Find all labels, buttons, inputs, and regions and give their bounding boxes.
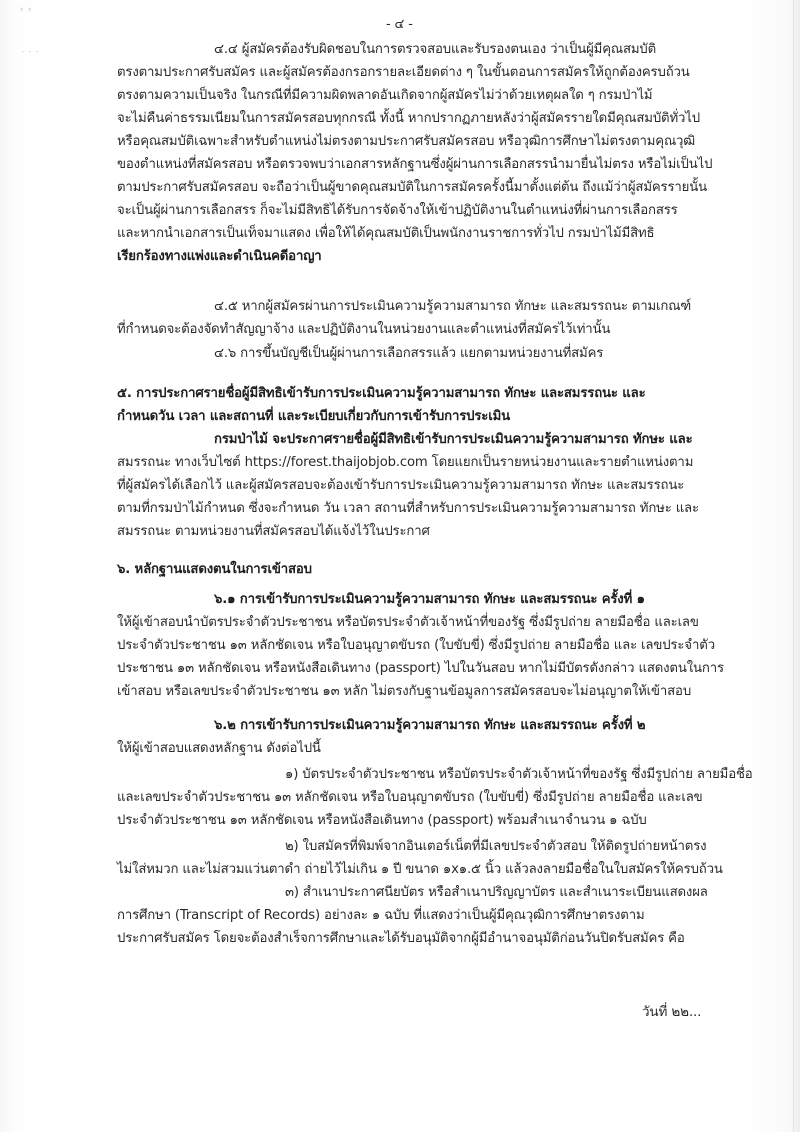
- section-4-4-line: จะไม่คืนค่าธรรมเนียมในการสมัครสอบทุกกรณี ทั้งนี้ หากปรากฏภายหลังว่าผู้สมัครรายใดมีคุณสมบัติทั่วไป: [117, 111, 700, 126]
- section-4-4-line: ตรงตามประกาศรับสมัคร และผู้สมัครต้องกรอกรายละเอียดต่าง ๆ ในขั้นตอนการสมัครให้ถูกต้องครบถ้วน: [117, 65, 690, 80]
- subsection-6-1-line: ให้ผู้เข้าสอบนำบัตรประจำตัวประชาชน หรือบัตรประจำตัวเจ้าหน้าที่ของรัฐ ซึ่งมีรูปถ่าย ลายมือชื่อ และเลข: [117, 615, 699, 630]
- section-4-4-line: หรือคุณสมบัติเฉพาะสำหรับตำแหน่งไม่ตรงตามประกาศรับสมัครสอบ หรือวุฒิการศึกษาไม่ตรงตามคุณวุฒิ: [117, 134, 696, 149]
- section-4-4-line: ตามประกาศรับสมัครสอบ จะถือว่าเป็นผู้ขาดคุณสมบัติในการสมัครครั้งนี้มาตั้งแต่ต้น ถึงแม้ว่าผู้สมัครรายนั้น: [117, 180, 707, 195]
- evidence-item-line: ๑) บัตรประจำตัวประชาชน หรือบัตรประจำตัวเจ้าหน้าที่ของรัฐ ซึ่งมีรูปถ่าย ลายมือชื่อ: [285, 767, 753, 782]
- section-4-5-line: ๔.๕ หากผู้สมัครผ่านการประเมินความรู้ความสามารถ ทักษะ และสมรรถนะ ตามเกณฑ์: [214, 299, 692, 314]
- section-6-heading: ๖. หลักฐานแสดงตนในการเข้าสอบ: [117, 562, 312, 577]
- section-5-line: ตามที่กรมป่าไม้กำหนด ซึ่งจะกำหนด วัน เวลา สถานที่สำหรับการประเมินความรู้ความสามารถ ทักษะ และ: [117, 501, 699, 516]
- evidence-item-line: ประจำตัวประชาชน ๑๓ หลักชัดเจน หรือหนังสือเดินทาง (passport) พร้อมสำเนาจำนวน ๑ ฉบับ: [117, 813, 647, 828]
- evidence-item-line: ไม่ใส่หมวก และไม่สวมแว่นตาดำ ถ่ายไว้ไม่เกิน ๑ ปี ขนาด ๑x๑.๕ นิ้ว แล้วลงลายมือชื่อในใบสมัครให้ครบถ้วน: [117, 862, 723, 877]
- section-5-line: ที่ผู้สมัครได้เลือกไว้ และผู้สมัครสอบจะต้องเข้ารับการประเมินความรู้ความสามารถ ทักษะ และสมรรถนะ: [117, 478, 685, 493]
- subsection-6-2-line: ให้ผู้เข้าสอบแสดงหลักฐาน ดังต่อไปนี้: [117, 741, 321, 756]
- subsection-6-1-line: ประชาชน ๑๓ หลักชัดเจน หรือหนังสือเดินทาง (passport) ไปในวันสอบ หากไม่มีบัตรดังกล่าว แสดงตนในการ: [117, 661, 724, 676]
- evidence-item-line: ๒) ใบสมัครที่พิมพ์จากอินเตอร์เน็ตที่มีเลขประจำตัวสอบ ให้ติดรูปถ่ายหน้าตรง: [285, 839, 707, 854]
- section-4-4-line: จะเป็นผู้ผ่านการเลือกสรร ก็จะไม่มีสิทธิได้รับการจัดจ้างให้เข้าปฏิบัติงานในตำแหน่งที่ผ่านการเลือกสรร: [117, 203, 678, 218]
- section-5-line-website: สมรรถนะ ทางเว็บไซต์ https://forest.thaijobjob.com โดยแยกเป็นรายหน่วยงานและรายตำแหน่งตาม: [117, 455, 694, 470]
- subsection-6-1-line: ประจำตัวประชาชน ๑๓ หลักชัดเจน หรือใบอนุญาตขับรถ (ใบขับขี่) ซึ่งมีรูปถ่าย ลายมือชื่อ และ เลขประจำตัว: [117, 638, 715, 653]
- section-5-heading: ๕. การประกาศรายชื่อผู้มีสิทธิเข้ารับการประเมินความรู้ความสามารถ ทักษะ และสมรรถนะ และ: [117, 386, 646, 401]
- evidence-item-line: และเลขประจำตัวประชาชน ๑๓ หลักชัดเจน หรือใบอนุญาตขับรถ (ใบขับขี่) ซึ่งมีรูปถ่าย ลายมือชื่อ และเลข: [117, 790, 703, 805]
- section-5-line: กรมป่าไม้ จะประกาศรายชื่อผู้มีสิทธิเข้ารับการประเมินความรู้ความสามารถ ทักษะ และ: [214, 432, 693, 447]
- section-4-6-line: ๔.๖ การขึ้นบัญชีเป็นผู้ผ่านการเลือกสรรแล้ว แยกตามหน่วยงานที่สมัคร: [214, 346, 604, 361]
- evidence-item-line: การศึกษา (Transcript of Records) อย่างละ ๑ ฉบับ ที่แสดงว่าเป็นผู้มีคุณวุฒิการศึกษาตรงตาม: [117, 908, 645, 923]
- section-4-4-bold-line: เรียกร้องทางแพ่งและดำเนินคดีอาญา: [117, 249, 322, 264]
- section-4-5-line: ที่กำหนดจะต้องจัดทำสัญญาจ้าง และปฏิบัติงานในหน่วยงานและตำแหน่งที่สมัครไว้เท่านั้น: [117, 322, 611, 337]
- continuation-marker: วันที่ ๒๒...: [642, 1004, 702, 1020]
- section-5-line: สมรรถนะ ตามหน่วยงานที่สมัครสอบได้แจ้งไว้ในประกาศ: [117, 524, 430, 539]
- scan-mark-left: - - -: [22, 48, 40, 56]
- section-4-4-line: ของตำแหน่งที่สมัครสอบ หรือตรวจพบว่าเอกสารหลักฐานซึ่งผู้ผ่านการเลือกสรรนำมายื่นไม่ตรง หรือไม่เป็นไป: [117, 157, 713, 172]
- section-4-4-line: ตรงตามความเป็นจริง ในกรณีที่มีความผิดพลาดอันเกิดจากผู้สมัครไม่ว่าด้วยเหตุผลใด ๆ กรมป่าไม้: [117, 88, 653, 103]
- scan-mark-top: ะ ะ: [20, 5, 33, 13]
- subsection-6-1-title: ๖.๑ การเข้ารับการประเมินความรู้ความสามารถ ทักษะ และสมรรถนะ ครั้งที่ ๑: [214, 592, 645, 607]
- evidence-item-line: ประกาศรับสมัคร โดยจะต้องสำเร็จการศึกษาและได้รับอนุมัติจากผู้มีอำนาจอนุมัติก่อนวันปิดรับสมัคร คือ: [117, 931, 685, 946]
- scan-edge-line: [793, 0, 794, 1132]
- section-4-4-line: ๔.๔ ผู้สมัครต้องรับผิดชอบในการตรวจสอบและรับรองตนเอง ว่าเป็นผู้มีคุณสมบัติ: [214, 42, 657, 57]
- section-4-4-line: และหากนำเอกสารเป็นเท็จมาแสดง เพื่อให้ได้คุณสมบัติเป็นพนักงานราชการทั่วไป กรมป่าไม้มีสิทธิ: [117, 226, 655, 241]
- page-number: - ๔ -: [386, 17, 413, 32]
- evidence-item-line: ๓) สำเนาประกาศนียบัตร หรือสำเนาปริญญาบัตร และสำเนาระเบียนแสดงผล: [285, 885, 708, 900]
- subsection-6-2-title: ๖.๒ การเข้ารับการประเมินความรู้ความสามารถ ทักษะ และสมรรถนะ ครั้งที่ ๒: [214, 718, 646, 733]
- subsection-6-1-line: เข้าสอบ หรือเลขประจำตัวประชาชน ๑๓ หลัก ไม่ตรงกับฐานข้อมูลการสมัครสอบจะไม่อนุญาตให้เข้าสอบ: [117, 684, 692, 699]
- section-5-heading: กำหนดวัน เวลา และสถานที่ และระเบียบเกี่ยวกับการเข้ารับการประเมิน: [117, 409, 510, 424]
